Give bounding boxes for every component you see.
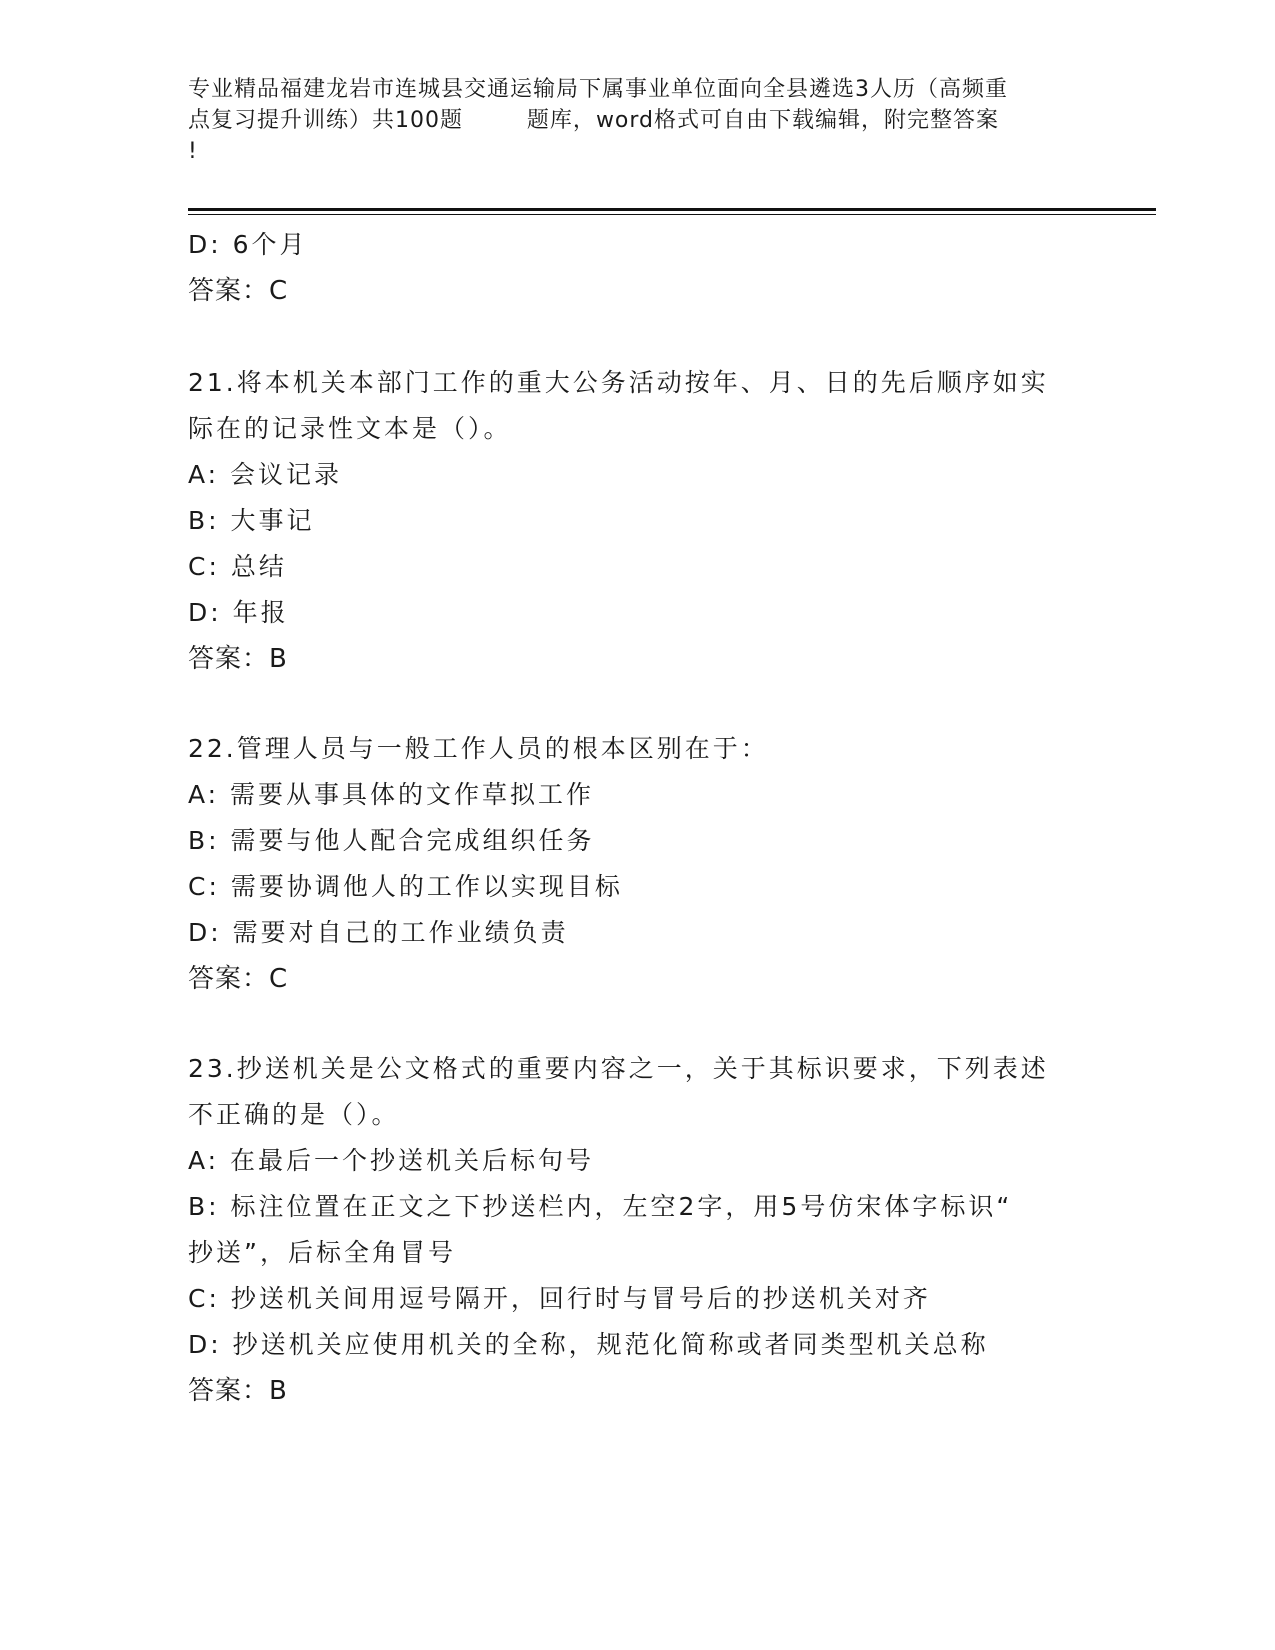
option-c: C: 总结 bbox=[188, 552, 287, 581]
question-stem-line: 不正确的是（）。 bbox=[188, 1100, 400, 1129]
header-line-1: 专业精品福建龙岩市连城县交通运输局下属事业单位面向全县遴选3人历（高频重 bbox=[188, 77, 1008, 102]
answer-line: 答案：C bbox=[188, 276, 289, 306]
option-b: B: 大事记 bbox=[188, 506, 315, 535]
header-divider-thick bbox=[188, 208, 1156, 211]
spacer bbox=[188, 682, 1088, 726]
spacer bbox=[188, 1002, 1088, 1046]
option-c: C: 需要协调他人的工作以实现目标 bbox=[188, 872, 623, 901]
option-d: D: 6个月 bbox=[188, 230, 308, 259]
previous-question-tail bbox=[188, 222, 1088, 314]
question-22 bbox=[188, 726, 1088, 1002]
option-d: D: 年报 bbox=[188, 598, 289, 627]
option-a: A: 需要从事具体的文作草拟工作 bbox=[188, 780, 595, 809]
question-stem-line: 际在的记录性文本是（）。 bbox=[188, 414, 512, 443]
document-header bbox=[188, 74, 1088, 167]
header-line-2: 点复习提升训练）共100题 题库，word格式可自由下载编辑，附完整答案 bbox=[188, 108, 1000, 133]
question-stem-line: 21.将本机关本部门工作的重大公务活动按年、月、日的先后顺序如实 bbox=[188, 368, 1049, 397]
question-23 bbox=[188, 1046, 1088, 1414]
spacer bbox=[188, 314, 1088, 360]
question-content bbox=[188, 222, 1088, 1414]
option-b: B: 需要与他人配合完成组织任务 bbox=[188, 826, 595, 855]
option-a: A: 会议记录 bbox=[188, 460, 343, 489]
option-b-continuation: 抄送”，后标全角冒号 bbox=[188, 1238, 456, 1267]
question-21 bbox=[188, 360, 1088, 682]
question-stem-line: 22.管理人员与一般工作人员的根本区别在于： bbox=[188, 734, 769, 763]
header-divider-thin bbox=[188, 214, 1156, 215]
option-a: A: 在最后一个抄送机关后标句号 bbox=[188, 1146, 595, 1175]
answer-line: 答案：B bbox=[188, 1376, 288, 1406]
option-d: D: 需要对自己的工作业绩负责 bbox=[188, 918, 569, 947]
option-d: D: 抄送机关应使用机关的全称，规范化简称或者同类型机关总称 bbox=[188, 1330, 989, 1359]
option-c: C: 抄送机关间用逗号隔开，回行时与冒号后的抄送机关对齐 bbox=[188, 1284, 931, 1313]
option-b: B: 标注位置在正文之下抄送栏内，左空2字，用5号仿宋体字标识“ bbox=[188, 1192, 1013, 1221]
question-stem-line: 23.抄送机关是公文格式的重要内容之一，关于其标识要求，下列表述 bbox=[188, 1054, 1049, 1083]
header-line-3: ! bbox=[188, 139, 198, 164]
answer-line: 答案：B bbox=[188, 644, 288, 674]
answer-line: 答案：C bbox=[188, 964, 289, 994]
